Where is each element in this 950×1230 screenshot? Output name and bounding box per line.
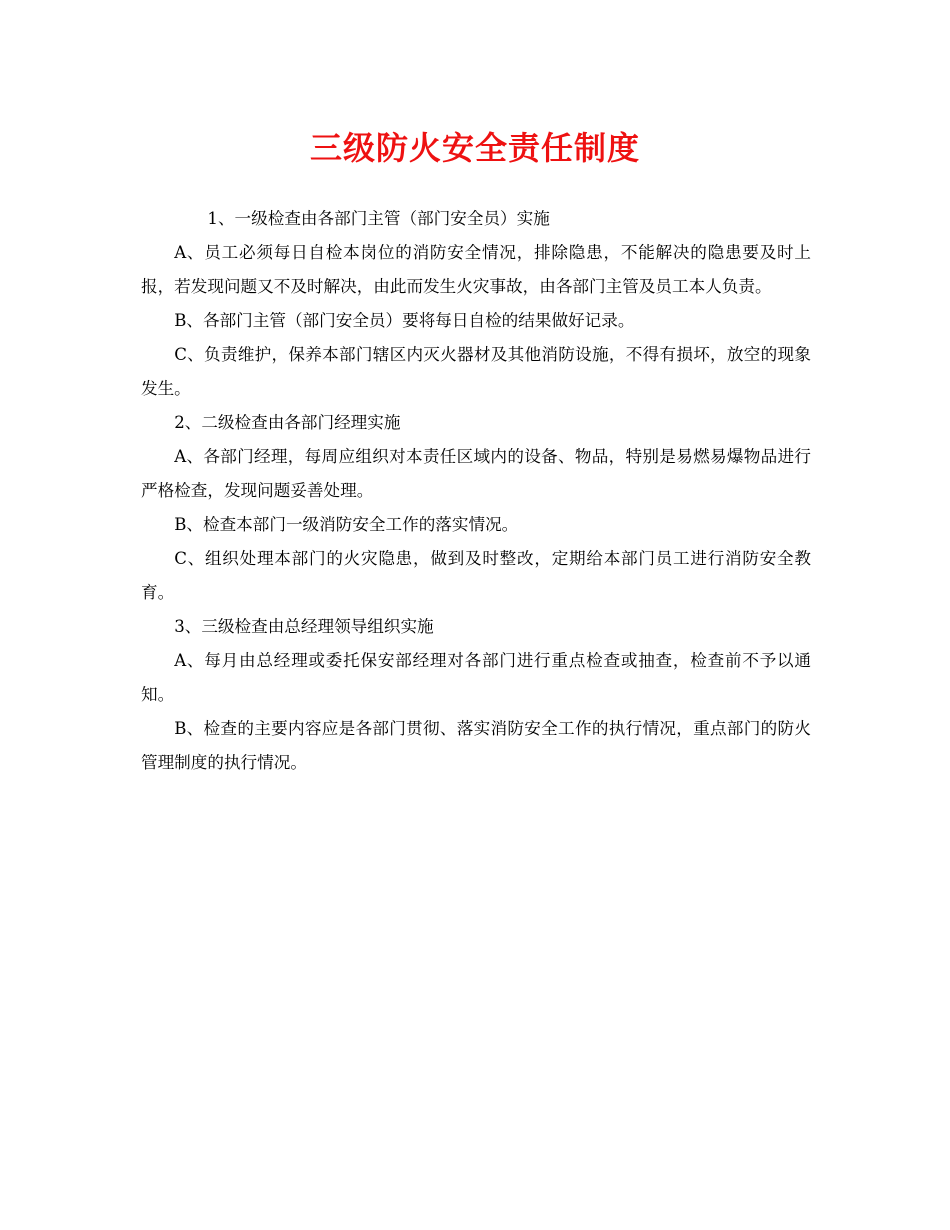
section-2-item-a: A、各部门经理，每周应组织对本责任区域内的设备、物品，特别是易燃易爆物品进行严格检查，发现问题妥善处理。	[141, 447, 811, 500]
document-title: 三级防火安全责任制度	[309, 129, 640, 167]
document-body	[141, 202, 811, 780]
section-3-item-a: A、每月由总经理或委托保安部经理对各部门进行重点检查或抽查，检查前不予以通知。	[141, 651, 811, 704]
section-2-item-c: C、组织处理本部门的火灾隐患，做到及时整改，定期给本部门员工进行消防安全教育。	[141, 549, 811, 602]
section-1-item-b: B、各部门主管（部门安全员）要将每日自检的结果做好记录。	[174, 311, 635, 330]
section-1-item-a: A、员工必须每日自检本岗位的消防安全情况，排除隐患，不能解决的隐患要及时上报，若发现问题又不及时解决，由此而发生火灾事故，由各部门主管及员工本人负责。	[141, 243, 811, 296]
section-2-heading: 2、二级检查由各部门经理实施	[174, 413, 401, 432]
section-3-heading: 3、三级检查由总经理领导组织实施	[174, 617, 434, 636]
section-2-item-b: B、检查本部门一级消防安全工作的落实情况。	[174, 515, 519, 534]
section-1-item-c: C、负责维护，保养本部门辖区内灭火器材及其他消防设施，不得有损坏，放空的现象发生。	[141, 345, 811, 398]
section-3-item-b: B、检查的主要内容应是各部门贯彻、落实消防安全工作的执行情况，重点部门的防火管理制度的执行情况。	[141, 719, 811, 772]
section-1-heading: 1、一级检查由各部门主管（部门安全员）实施	[207, 209, 550, 228]
